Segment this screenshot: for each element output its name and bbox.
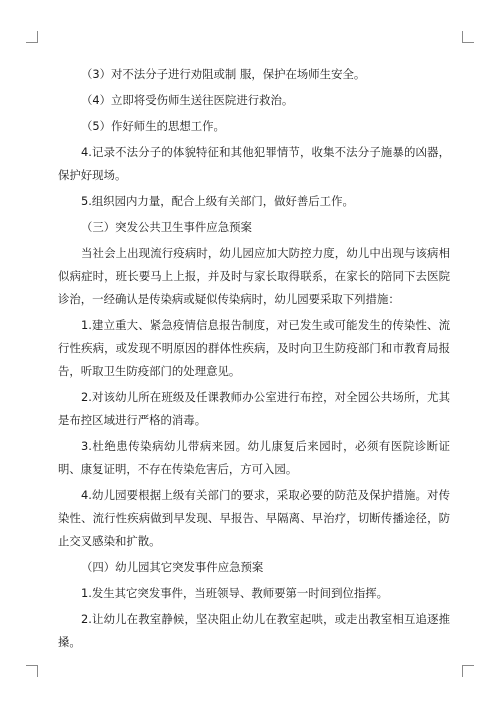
document-body [58,63,450,657]
paragraph: 1.建立重大、紧急疫情信息报告制度，对已发生或可能发生的传染性、流行性疾病，或发现不明原因的群体性疾病，及时向卫生防疫部门和市教育局报告，听取卫生防疫部门的处理意见。 [58,318,450,378]
section-heading: （四）幼儿园其它突发事件应急预案 [81,560,264,574]
crop-mark-top-right [462,31,474,43]
crop-mark-top-left [26,31,38,43]
section-heading: （三）突发公共卫生事件应急预案 [81,220,252,234]
crop-mark-bottom-left [26,665,38,677]
paragraph: 3.杜绝患传染病幼儿带病来园。幼儿康复后来园时，必须有医院诊断证明、康复证明，不存在传染危害后，方可入园。 [58,439,450,476]
paragraph: （5）作好师生的思想工作。 [81,119,225,133]
paragraph: 1.发生其它突发事件，当班领导、教师要第一时间到位指挥。 [81,586,389,600]
paragraph: （4）立即将受伤师生送往医院进行救治。 [81,93,294,107]
paragraph: 当社会上出现流行疫病时，幼儿园应加大防控力度，幼儿中出现与该病相似病症时，班长要马上上报，并及时与家长取得联系，在家长的陪同下去医院诊治，一经确认是传染病或疑似传染病时，幼儿园要采取下列措施： [58,246,450,306]
paragraph: 2.对该幼儿所在班级及任课教师办公室进行布控，对全园公共场所，尤其是布控区域进行严格的消毒。 [58,390,450,427]
paragraph: 4.记录不法分子的体貌特征和其他犯罪情节，收集不法分子施暴的凶器，保护好现场。 [58,145,450,182]
crop-mark-bottom-right [462,665,474,677]
paragraph: 2.让幼儿在教室静候，坚决阻止幼儿在教室起哄，或走出教室相互追逐推搡。 [58,612,450,649]
paragraph: 4.幼儿园要根据上级有关部门的要求，采取必要的防范及保护措施。对传染性、流行性疾病做到早发现、早报告、早隔离、早治疗，切断传播途径，防止交叉感染和扩散。 [58,488,450,548]
paragraph: （3）对不法分子进行劝阻或制 服，保护在场师生安全。 [81,67,366,81]
paragraph: 5.组织园内力量，配合上级有关部门，做好善后工作。 [81,194,354,208]
